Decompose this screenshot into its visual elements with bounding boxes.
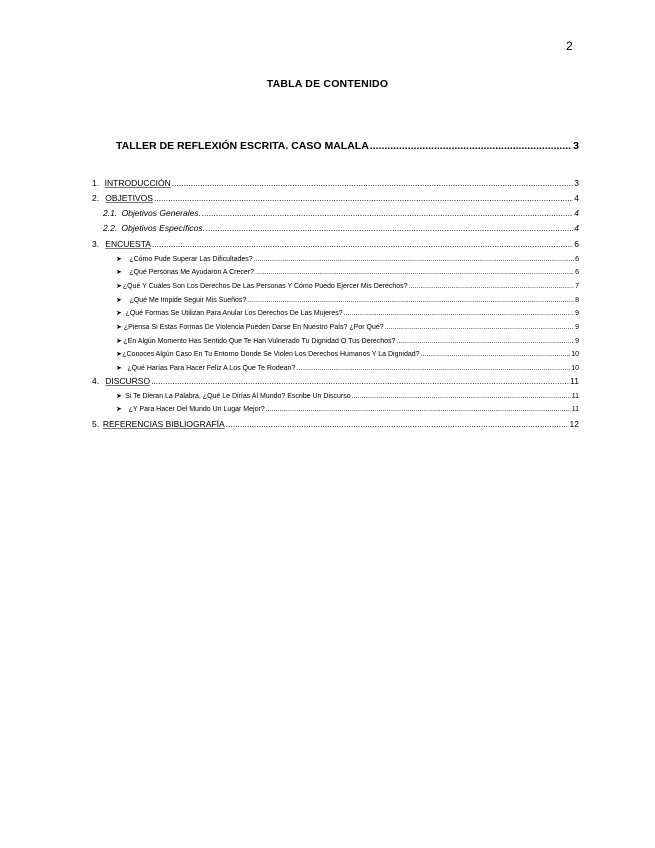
toc-subentry[interactable] xyxy=(116,282,579,290)
toc-entry-text: ¿Qué Personas Me Ayudaron A Crecer? xyxy=(129,269,255,276)
toc-entry-text: ¿En Algún Momento Has Sentido Que Te Han Vulnerado Tu Dignidad O Tus Derechos? xyxy=(123,338,396,345)
page-number: 2 xyxy=(566,39,573,53)
toc-entry-number: 2.1. xyxy=(103,208,118,218)
toc-entry-text: INTRODUCCIÓN xyxy=(104,178,171,188)
toc-entry-discurso[interactable] xyxy=(92,376,579,386)
toc-dot-leader xyxy=(172,178,573,188)
toc-subentry[interactable] xyxy=(116,405,579,413)
toc-dot-leader xyxy=(266,406,571,413)
toc-dot-leader xyxy=(344,310,574,317)
toc-entry-objetivos-generales[interactable] xyxy=(103,208,579,218)
toc-dot-leader xyxy=(152,239,573,249)
toc-entry-text: REFERENCIAS BIBLIOGRAFÍA xyxy=(102,419,225,429)
arrow-bullet-icon: ➤ xyxy=(116,406,122,413)
toc-entry-number: 1. xyxy=(92,178,100,188)
toc-entry-text: ¿Cómo Pude Superar Las Dificultades? xyxy=(129,256,253,263)
toc-page-number: 11 xyxy=(571,406,579,413)
toc-entry-text: Objetivos Específicos. xyxy=(121,223,205,233)
arrow-bullet-icon: ➤ xyxy=(116,351,122,358)
toc-entry-objetivos-especificos[interactable] xyxy=(103,223,579,233)
toc-title: TABLA DE CONTENIDO xyxy=(266,78,389,90)
toc-page-number: 8 xyxy=(575,297,579,304)
toc-entry-text: ¿Piensa Si Estas Formas De Violencia Pueden Darse En Nuestro País? ¿Por Qué? xyxy=(123,324,384,331)
toc-page-number: 7 xyxy=(575,283,579,290)
toc-entry-text: ¿Qué Me Impide Seguir Mis Sueños? xyxy=(129,297,247,304)
toc-dot-leader xyxy=(154,193,573,203)
toc-entry-text: ENCUESTA xyxy=(105,239,151,249)
toc-subentry[interactable] xyxy=(116,392,579,400)
toc-dot-leader xyxy=(254,256,574,263)
toc-main-heading[interactable] xyxy=(116,140,579,152)
toc-entry-number: 5. xyxy=(92,419,100,429)
toc-entry-text: ¿Conoces Algún Caso En Tu Entorno Donde Se Violen Los Derechos Humanos Y La Dignidad? xyxy=(122,351,420,358)
toc-subentry[interactable] xyxy=(116,350,579,358)
toc-page-number: 3 xyxy=(574,178,579,188)
toc-entry-text: Si Te Dieran La Palabra, ¿Qué Le Dirías Al Mundo? Escribe Un Discurso xyxy=(125,393,351,400)
toc-entry-number: 4. xyxy=(92,376,100,386)
arrow-bullet-icon: ➤ xyxy=(116,256,122,263)
toc-dot-leader xyxy=(202,208,573,218)
toc-dot-leader xyxy=(247,297,574,304)
toc-entry-text: DISCURSO xyxy=(105,376,151,386)
toc-dot-leader xyxy=(255,269,574,276)
toc-page-number: 10 xyxy=(571,365,579,372)
arrow-bullet-icon: ➤ xyxy=(116,324,122,331)
toc-entry-text: ¿Qué Harías Para Hacer Feliz A Los Que Te Rodean? xyxy=(127,365,296,372)
toc-dot-leader xyxy=(226,419,569,429)
toc-page-number: 4 xyxy=(574,193,579,203)
toc-page-number: 10 xyxy=(571,351,579,358)
toc-dot-leader xyxy=(396,338,574,345)
toc-entry-text: Objetivos Generales. xyxy=(121,208,201,218)
toc-entry-text: ¿Qué Formas Se Utilizan Para Anular Los Derechos De Las Mujeres? xyxy=(125,310,343,317)
arrow-bullet-icon: ➤ xyxy=(116,283,122,290)
toc-dot-leader xyxy=(385,324,574,331)
toc-page-number: 6 xyxy=(574,239,579,249)
toc-entry-text: ¿Y Para Hacer Del Mundo Un Lugar Mejor? xyxy=(128,406,265,413)
toc-subentry[interactable] xyxy=(116,309,579,317)
toc-dot-leader xyxy=(151,376,569,386)
toc-subentry[interactable] xyxy=(116,255,579,263)
toc-entry-text: TALLER DE REFLEXIÓN ESCRITA. CASO MALALA xyxy=(116,140,369,152)
toc-dot-leader xyxy=(370,140,572,152)
toc-entry-referencias[interactable] xyxy=(92,419,579,429)
toc-page-number: 4 xyxy=(574,208,579,218)
toc-page-number: 9 xyxy=(575,324,579,331)
toc-page-number: 9 xyxy=(575,338,579,345)
toc-dot-leader xyxy=(296,365,570,372)
toc-page-number: 9 xyxy=(575,310,579,317)
arrow-bullet-icon: ➤ xyxy=(116,310,122,317)
toc-entry-number: 2.2. xyxy=(103,223,118,233)
toc-subentry[interactable] xyxy=(116,337,579,345)
toc-subentry[interactable] xyxy=(116,268,579,276)
toc-page-number: 3 xyxy=(573,140,579,152)
toc-page-number: 12 xyxy=(569,419,579,429)
arrow-bullet-icon: ➤ xyxy=(116,338,122,345)
toc-entry-text: ¿Qué Y Cuáles Son Los Derechos De Las Personas Y Cómo Puedo Ejercer Mis Derechos? xyxy=(122,283,408,290)
toc-entry-number: 2. xyxy=(92,193,100,203)
toc-entry-introduccion[interactable] xyxy=(92,178,579,188)
toc-subentry[interactable] xyxy=(116,323,579,331)
toc-entry-number: 3. xyxy=(92,239,100,249)
toc-dot-leader xyxy=(409,283,575,290)
toc-entry-objetivos[interactable] xyxy=(92,193,579,203)
toc-page-number: 4 xyxy=(574,223,579,233)
toc-dot-leader xyxy=(206,223,573,233)
toc-dot-leader xyxy=(421,351,571,358)
toc-page-number: 6 xyxy=(575,256,579,263)
arrow-bullet-icon: ➤ xyxy=(116,393,122,400)
toc-subentry[interactable] xyxy=(116,364,579,372)
toc-subentry[interactable] xyxy=(116,296,579,304)
arrow-bullet-icon: ➤ xyxy=(116,297,122,304)
toc-page-number: 11 xyxy=(570,376,579,386)
toc-entry-text: OBJETIVOS xyxy=(105,193,153,203)
arrow-bullet-icon: ➤ xyxy=(116,269,122,276)
toc-page-number: 11 xyxy=(571,393,579,400)
arrow-bullet-icon: ➤ xyxy=(116,365,122,372)
toc-dot-leader xyxy=(352,393,571,400)
toc-page-number: 6 xyxy=(575,269,579,276)
toc-entry-encuesta[interactable] xyxy=(92,239,579,249)
